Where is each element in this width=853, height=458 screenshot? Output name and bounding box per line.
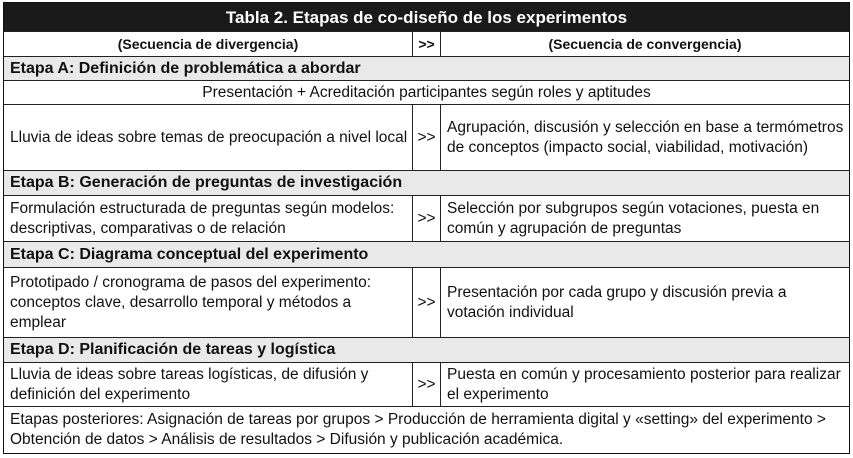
stage-c-row xyxy=(4,268,849,338)
stage-c-divergence: Prototipado / cronograma de pasos del experimento: conceptos clave, desarrollo temporal y métodos a emplear xyxy=(4,268,413,337)
stage-d-divergence: Lluvia de ideas sobre tareas logísticas, de difusión y definición del experimento xyxy=(4,363,413,406)
stage-d-arrow: >> xyxy=(413,363,441,406)
stage-b-heading: Etapa B: Generación de preguntas de investigación xyxy=(4,171,849,196)
stage-c-heading: Etapa C: Diagrama conceptual del experimento xyxy=(4,242,849,268)
stage-b-divergence: Formulación estructurada de preguntas según modelos: descriptivas, comparativas o de relación xyxy=(4,196,413,241)
stage-c-convergence: Presentación por cada grupo y discusión previa a votación individual xyxy=(447,283,787,321)
sequence-header-row xyxy=(4,32,849,57)
codesign-stages-table xyxy=(3,2,850,454)
stage-d-convergence: Puesta en común y procesamiento posterior para realizar el experimento xyxy=(447,365,841,403)
stage-d-row xyxy=(4,363,849,407)
stage-d-heading: Etapa D: Planificación de tareas y logística xyxy=(4,338,849,363)
table-title: Tabla 2. Etapas de co-diseño de los experimentos xyxy=(4,3,849,32)
stage-c-arrow: >> xyxy=(413,268,441,337)
stage-b-arrow: >> xyxy=(413,196,441,241)
divergence-header: (Secuencia de divergencia) xyxy=(4,32,413,56)
later-stages-text: Etapas posteriores: Asignación de tareas por grupos > Producción de herramienta digital y «setting» del experimento > Obtención de datos > Análisis de resultados > Difusión y publicación académica. xyxy=(10,411,826,448)
stage-b-convergence: Selección por subgrupos según votaciones, puesta en común y agrupación de preguntas xyxy=(447,199,820,237)
later-stages-row xyxy=(4,407,849,453)
convergence-header: (Secuencia de convergencia) xyxy=(548,36,742,52)
stage-a-row xyxy=(4,105,849,171)
stage-a-presentation: Presentación + Acreditación participantes según roles y aptitudes xyxy=(4,81,849,105)
header-arrow: >> xyxy=(413,32,441,56)
stage-a-arrow: >> xyxy=(413,105,441,170)
stage-a-heading: Etapa A: Definición de problemática a abordar xyxy=(4,57,849,81)
stage-b-row xyxy=(4,196,849,242)
stage-a-convergence: Agrupación, discusión y selección en base a termómetros de conceptos (impacto social, viabilidad, motivación) xyxy=(447,118,844,156)
stage-a-divergence: Lluvia de ideas sobre temas de preocupación a nivel local xyxy=(4,105,413,170)
